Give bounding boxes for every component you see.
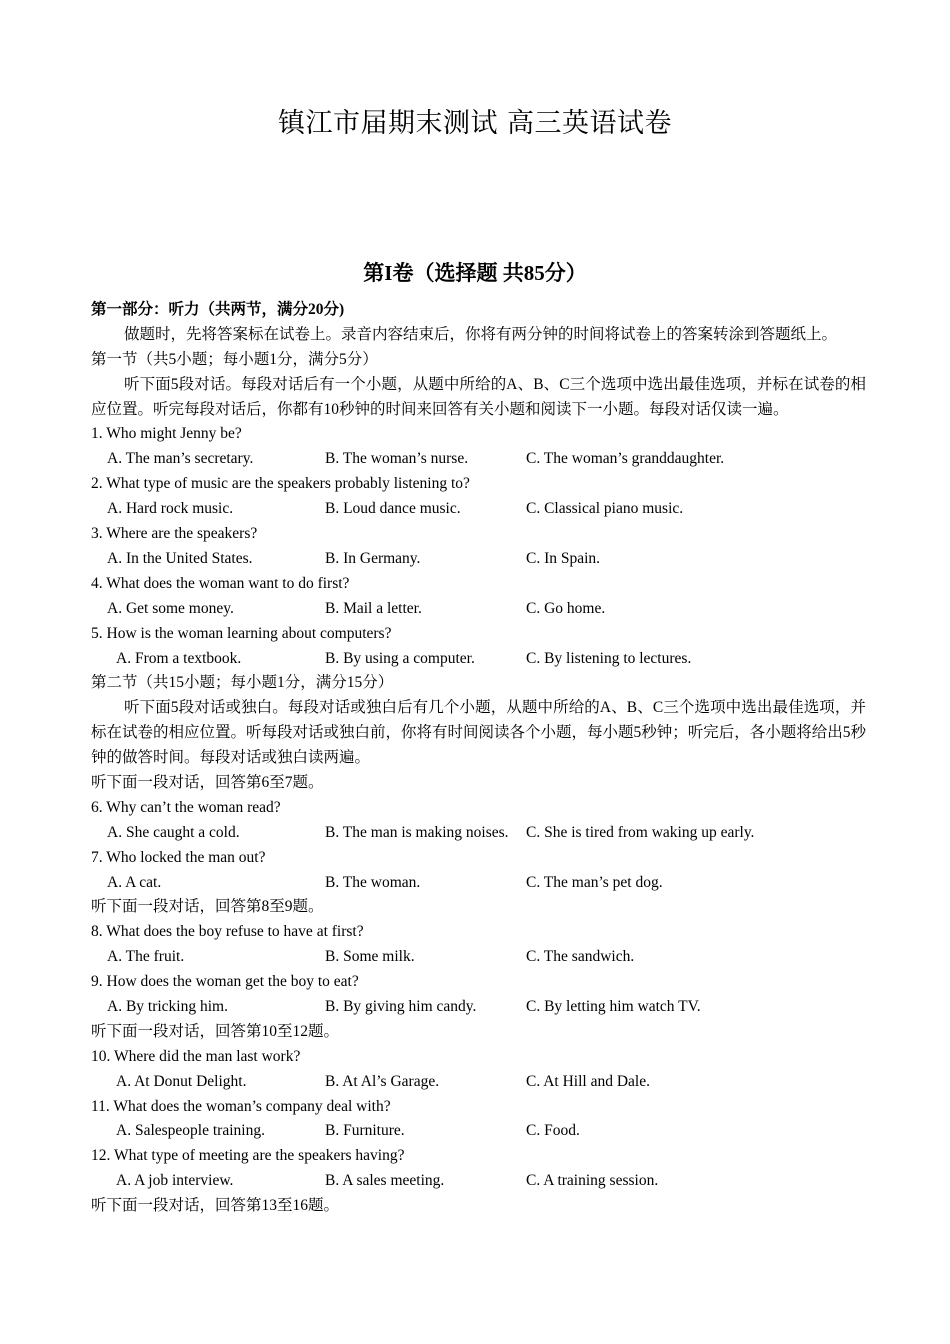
question-12: 12. What type of meeting are the speakers having? [91,1147,405,1165]
option-b: B. The woman’s nurse. [325,450,469,468]
question-3-options [91,547,866,572]
exam-title: 镇江市届期末测试 高三英语试卷 [277,108,673,139]
question-5-options [91,647,866,672]
group-prompt-10-12: 听下面一段对话，回答第10至12题。 [91,1022,340,1040]
question-5: 5. How is the woman learning about computers? [91,624,392,642]
option-a: A. The fruit. [107,948,185,966]
question-8: 8. What does the boy refuse to have at first? [91,923,364,941]
instructions: 做题时，先将答案标在试卷上。录音内容结束后，你将有两分钟的时间将试卷上的答案转涂到答题纸上。 [124,325,838,343]
option-b: B. By using a computer. [325,649,475,667]
option-c: C. The sandwich. [526,948,635,966]
option-a: A. At Donut Delight. [116,1072,247,1090]
section1-heading: 第一节（共5小题；每小题1分，满分5分） [91,350,378,368]
question-12-options [91,1169,866,1194]
option-c: C. A training session. [526,1172,659,1190]
option-b: B. In Germany. [325,549,421,567]
question-9-options [91,995,866,1020]
option-b: B. The woman. [325,873,421,891]
option-b: B. A sales meeting. [325,1172,445,1190]
section-title: 第I卷（选择题 共85分） [363,261,587,285]
option-c: C. By letting him watch TV. [526,998,701,1016]
option-a: A. Hard rock music. [107,500,234,518]
option-a: A. A cat. [107,873,162,891]
option-c: C. Food. [526,1122,580,1140]
group-prompt-13-16: 听下面一段对话，回答第13至16题。 [91,1197,340,1215]
option-c: C. By listening to lectures. [526,649,692,667]
option-a: A. Salespeople training. [116,1122,265,1140]
option-a: A. Get some money. [107,599,234,617]
part1-heading: 第一部分：听力（共两节，满分20分) [91,301,345,318]
question-4: 4. What does the woman want to do first? [91,574,350,592]
option-b: B. Some milk. [325,948,415,966]
option-c: C. She is tired from waking up early. [526,823,755,841]
question-8-options [91,945,866,970]
section2-heading: 第二节（共15小题；每小题1分，满分15分） [91,674,394,692]
option-c: C. Go home. [526,599,606,617]
group-prompt-8-9: 听下面一段对话，回答第8至9题。 [91,898,324,916]
question-6-options [91,821,866,846]
option-b: B. Loud dance music. [325,500,461,518]
question-4-options [91,597,866,622]
option-a: A. By tricking him. [107,998,228,1016]
option-c: C. Classical piano music. [526,500,684,518]
option-b: B. At Al’s Garage. [325,1072,440,1090]
option-c: C. At Hill and Dale. [526,1072,650,1090]
question-1: 1. Who might Jenny be? [91,425,242,443]
question-6: 6. Why can’t the woman read? [91,798,281,816]
exam-content [91,298,866,1219]
question-1-options [91,447,866,472]
section2-directions: 听下面5段对话或独白。每段对话或独白后有几个小题，从题中所给的A、B、C三个选项中选出最佳选项，并标在试卷的相应位置。听每段对话或独白前，你将有时间阅读各个小题，每小题5秒钟；听完后，各小题将给出5秒钟的做答时间。每段对话或独白读两遍。 [91,699,867,767]
question-11-options [91,1119,866,1144]
option-a: A. She caught a cold. [107,823,240,841]
option-b: B. The man is making noises. [325,823,509,841]
question-7-options [91,871,866,896]
question-10-options [91,1070,866,1095]
option-a: A. In the United States. [107,549,253,567]
option-a: A. The man’s secretary. [107,450,254,468]
option-c: C. The man’s pet dog. [526,873,663,891]
section1-directions: 听下面5段对话。每段对话后有一个小题，从题中所给的A、B、C三个选项中选出最佳选项，并标在试卷的相应位置。听完每段对话后，你都有10秒钟的时间来回答有关小题和阅读下一小题。每段对话仅读一遍。 [91,375,866,418]
question-3: 3. Where are the speakers? [91,525,258,543]
option-c: C. In Spain. [526,549,601,567]
option-c: C. The woman’s granddaughter. [526,450,725,468]
group-prompt-6-7: 听下面一段对话，回答第6至7题。 [91,774,324,791]
option-b: B. Mail a letter. [325,599,422,617]
question-2-options [91,497,866,522]
option-b: B. Furniture. [325,1122,405,1140]
question-2: 2. What type of music are the speakers probably listening to? [91,475,470,493]
question-7: 7. Who locked the man out? [91,848,266,866]
option-a: A. A job interview. [116,1172,234,1190]
question-9: 9. How does the woman get the boy to eat? [91,973,359,991]
option-b: B. By giving him candy. [325,998,477,1016]
option-a: A. From a textbook. [116,649,242,667]
question-11: 11. What does the woman’s company deal with? [91,1097,391,1115]
question-10: 10. Where did the man last work? [91,1047,301,1065]
